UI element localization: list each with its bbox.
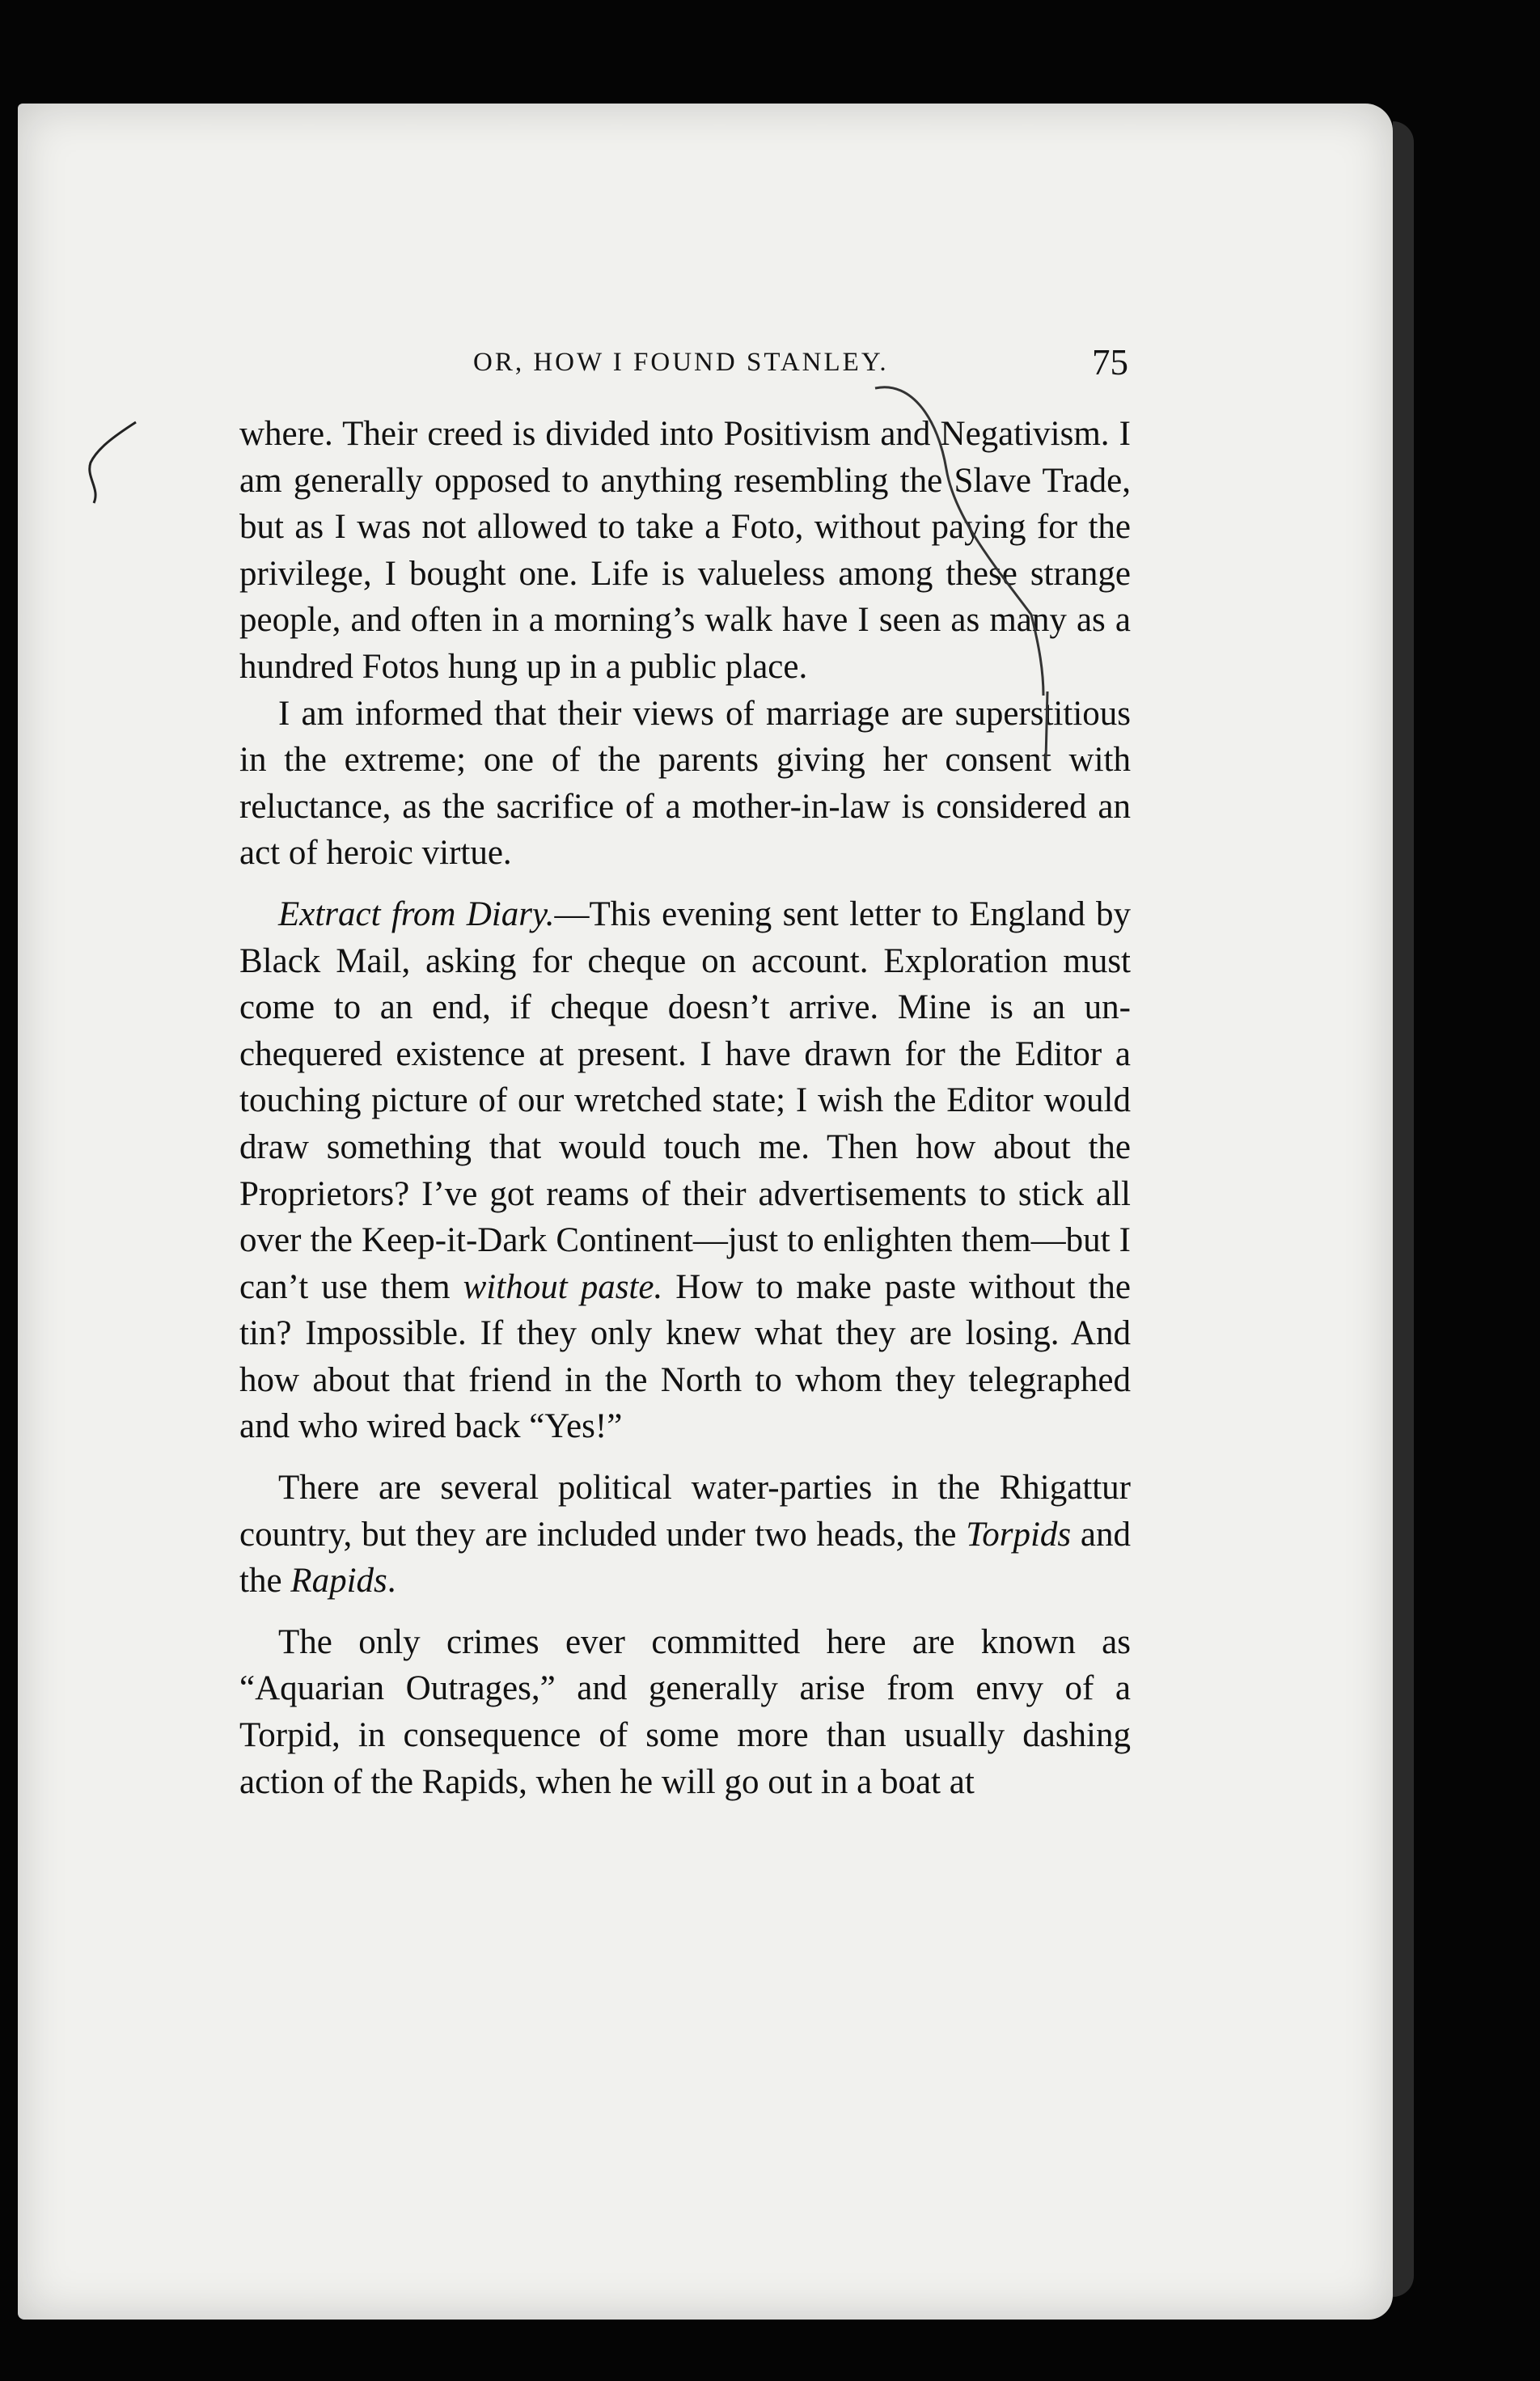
- paragraph-1: where. Their creed is divided into Positivism and Negativism. I am generally opposed to anything resembling the Slave Trade, but as I was not allowed to take a Foto, without paying for the privilege, I bought one. Life is valueless among these strange people, and often in a morning’s walk have I seen as many as a hundred Fotos hung up in a public place.: [239, 415, 1131, 686]
- rapids-term: Rapids: [290, 1562, 387, 1601]
- paragraph-3-text-a: —This evening sent letter to England by Black Mail, asking for cheque on account. Exploration must come to an end, if cheque doesn’t arrive. Mine is an un-chequered existence at present. I have drawn for the Editor a touching picture of our wretched state; I wish the Editor would draw something that would touch me. Then how about the Proprietors? I’ve got reams of their advertisements to stick all over the Keep-it-Dark Continent—just to enlighten them—but I can’t use them: [239, 894, 1131, 1306]
- paragraph-4: [239, 1465, 1131, 1605]
- page-edge: [1393, 121, 1414, 2297]
- torpids-term: Torpids: [966, 1515, 1072, 1554]
- paragraph-4-text-a: There are several political water-parties in the Rhigattur country, but they are included under two heads, the: [239, 1469, 1131, 1554]
- paragraph-2: I am informed that their views of marriage are superstitious in the extreme; one of the parents giving her consent with reluctance, as the sacrifice of a mother-in-law is considered an act of heroic virtue.: [239, 694, 1131, 873]
- page-number: 75: [1092, 342, 1128, 383]
- paragraph-3-italic: without paste.: [463, 1267, 663, 1306]
- paragraph-3: [239, 891, 1131, 1450]
- paragraph-4-and: and the: [239, 1515, 1131, 1601]
- paragraph-5: The only crimes ever committed here are known as “Aquarian Outrages,” and generally arise from envy of a Torpid, in consequence of some more than usually dashing action of the Rapids, when he will go out in a boat at: [239, 1622, 1131, 1801]
- body-text: [239, 411, 1131, 1805]
- paragraph-3-text-b: How to make paste without the tin? Impossible. If they only knew what they are losing. And how about that friend in the North to whom they telegraphed and who wired back “Yes!”: [239, 1267, 1131, 1446]
- diary-heading: Extract from Diary.: [278, 894, 555, 933]
- paragraph-4-end: .: [387, 1562, 396, 1601]
- running-head: OR, HOW I FOUND STANLEY.: [473, 348, 889, 377]
